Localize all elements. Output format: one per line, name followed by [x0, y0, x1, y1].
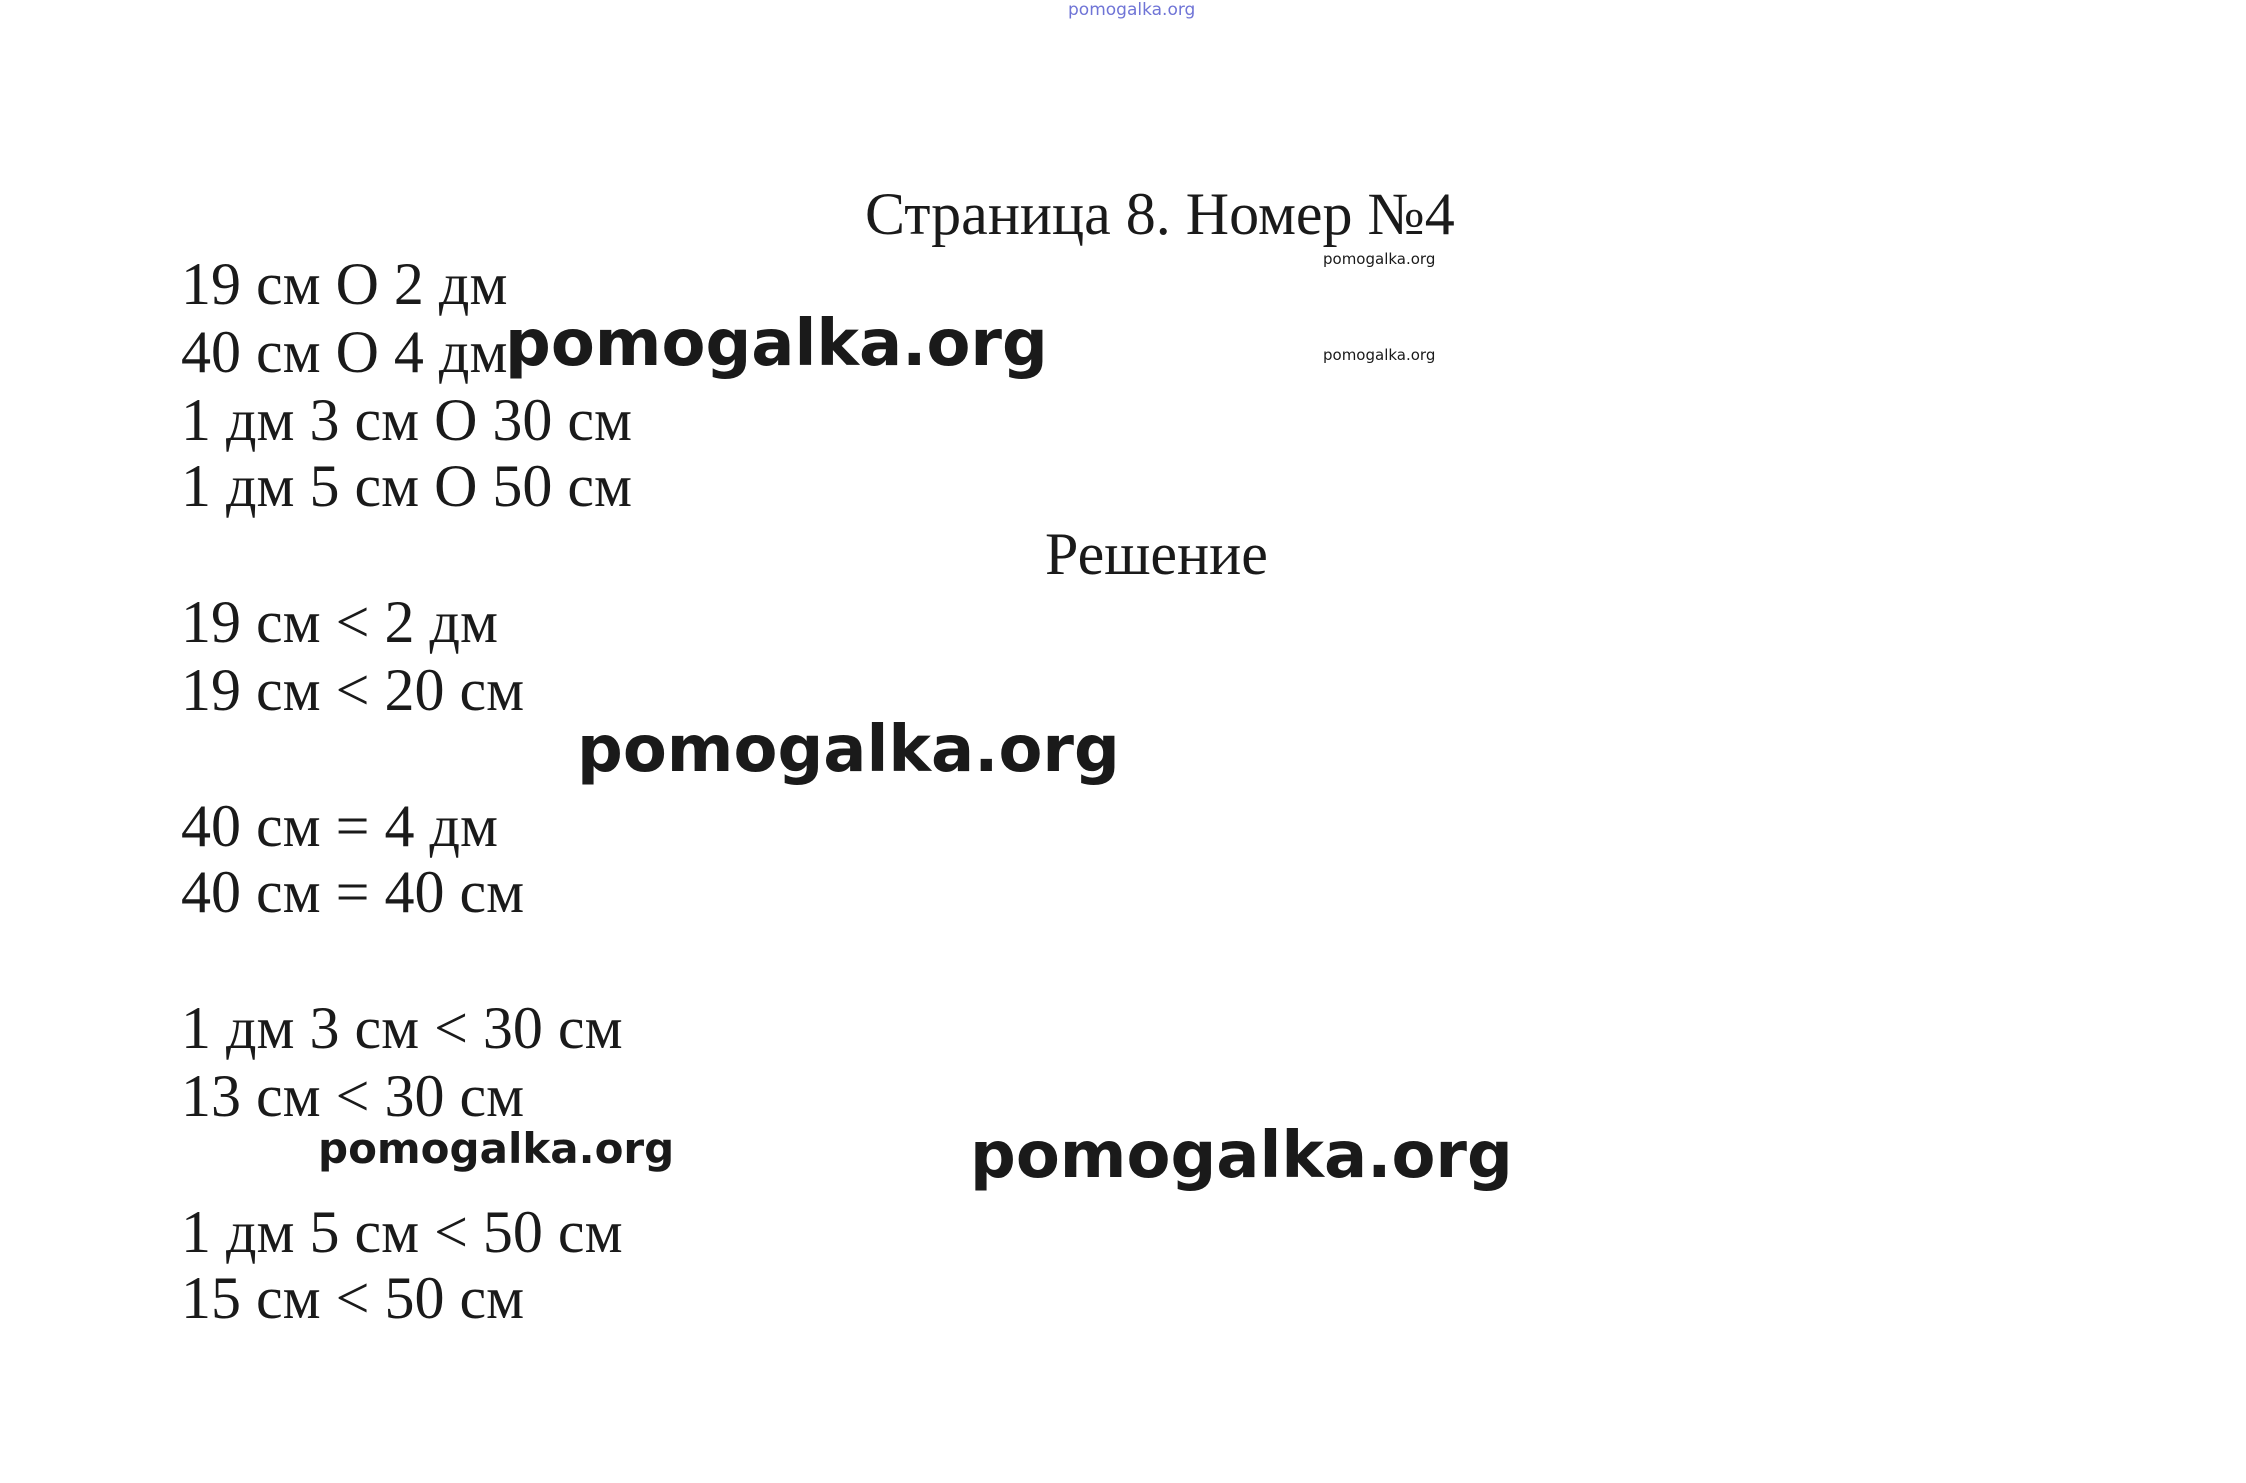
solution-line-2: 19 см < 20 см: [181, 657, 525, 723]
page-title: Страница 8. Номер №4: [865, 181, 1455, 247]
solution-line-3: 40 см = 4 дм: [181, 793, 498, 859]
solution-line-1: 19 см < 2 дм: [181, 589, 498, 655]
task-line-4: 1 дм 5 см О 50 см: [181, 453, 633, 519]
solution-line-6: 13 см < 30 см: [181, 1063, 525, 1129]
watermark-top: pomogalka.org: [1068, 0, 1196, 20]
task-line-1: 19 см О 2 дм: [181, 251, 508, 317]
watermark-big-3: pomogalka.org: [970, 1119, 1513, 1193]
task-line-3: 1 дм 3 см О 30 см: [181, 387, 633, 453]
watermark-small-2: pomogalka.org: [1323, 346, 1436, 364]
watermark-big-2: pomogalka.org: [577, 713, 1120, 787]
solution-line-5: 1 дм 3 см < 30 см: [181, 995, 623, 1061]
solution-line-4: 40 см = 40 см: [181, 859, 525, 925]
watermark-mid-1: pomogalka.org: [318, 1124, 675, 1173]
solution-line-7: 1 дм 5 см < 50 см: [181, 1199, 623, 1265]
solution-line-8: 15 см < 50 см: [181, 1265, 525, 1331]
task-line-2: 40 см О 4 дм: [181, 319, 508, 385]
watermark-big-1: pomogalka.org: [505, 307, 1048, 381]
solution-heading: Решение: [1045, 521, 1268, 587]
watermark-small-1: pomogalka.org: [1323, 250, 1436, 268]
